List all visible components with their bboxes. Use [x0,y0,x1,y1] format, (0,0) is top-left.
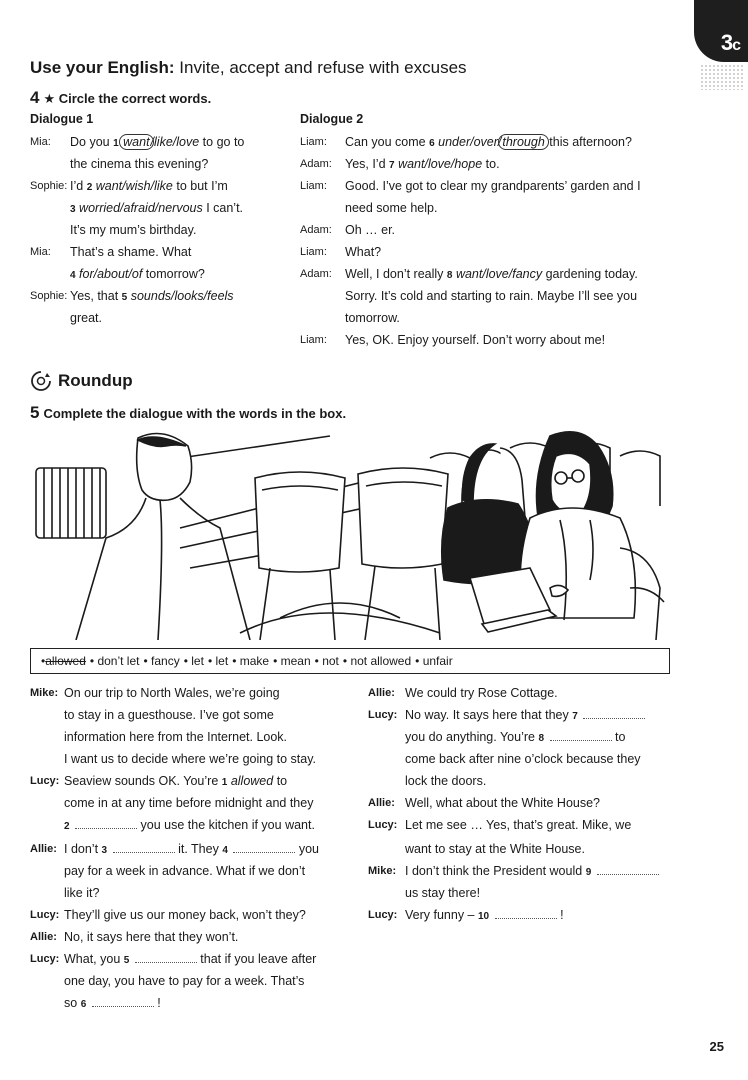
dialogue-line: 4 for/about/of tomorrow? [70,267,205,281]
classroom-illustration [30,428,670,640]
roundup-heading: Roundup [30,370,133,392]
word-allowed: allowed [45,654,86,668]
dialogue-line: Well, what about the White House? [405,796,601,810]
unit-label: 3c [720,30,740,55]
speaker-label: Liam: [300,334,327,346]
section-title: Use your English: Invite, accept and refuse with excuses [30,58,467,77]
speaker-label: Lucy: [368,909,398,921]
blank-3[interactable] [113,840,175,853]
circled-answer: through [498,134,548,150]
dialogue-line: information here from the Internet. Look. [64,730,288,744]
dialogue-line: need some help. [345,201,438,215]
dialogue-line: 3 worried/afraid/nervous I can’t. [70,201,244,215]
speaker-label: Mia: [30,136,51,148]
dialogue-line: I don’t 3 it. They 4 you [64,842,320,856]
blank-6[interactable] [92,994,154,1007]
speaker-label: Lucy: [368,709,398,721]
dialogue-line: Yes, OK. Enjoy yourself. Don’t worry about me! [345,333,606,347]
speaker-label: Lucy: [30,909,60,921]
exercise-4-heading: 4 ★ Circle the correct words. [30,88,212,107]
dialogue-line: It’s my mum’s birthday. [70,223,197,237]
blank-8[interactable] [550,728,612,741]
dialogue-line: Very funny – 10 ! [405,908,564,922]
dialogue-line: tomorrow. [345,311,400,325]
dialogue-line: one day, you have to pay for a week. That’s [64,974,305,988]
dialogue-line: No way. It says here that they 7 [405,704,645,728]
dialogue-line: so 6 ! [64,996,161,1010]
dialogue-line: They’ll give us our money back, won’t they? [64,908,306,922]
dialogue-line: like it? [64,886,100,900]
speaker-label: Lucy: [30,953,60,965]
dialogue-line: to stay in a guesthouse. I’ve got some [64,708,274,722]
dialogue-line: Seaview sounds OK. You’re 1 allowed to [64,774,288,788]
speaker-label: Mike: [368,865,397,877]
blank-2[interactable] [75,816,137,829]
speaker-label: Liam: [300,180,327,192]
speaker-label: Mike: [30,687,59,699]
speaker-label: Allie: [30,931,57,943]
speaker-label: Lucy: [30,775,60,787]
roundup-icon [30,370,52,392]
dialogue-line: Well, I don’t really 8 want/love/fancy gardening today. [345,267,638,281]
speaker-label: Allie: [30,843,57,855]
dialogue-line: Let me see … Yes, that’s great. Mike, we [405,818,632,832]
blank-7[interactable] [583,706,645,719]
speaker-label: Sophie: [30,180,68,192]
d1-line-1: Do you 1 want/like/love to go to [70,135,245,149]
blank-5[interactable] [135,950,197,963]
dialogue-line: I don’t think the President would 9 [405,860,659,884]
blank-10[interactable] [495,906,557,919]
dialogue-line: pay for a week in advance. What if we don’t [64,864,306,878]
dot-pattern [700,64,744,90]
dialogue-line: That’s a shame. What [70,245,192,259]
dialogue-line: lock the doors. [405,774,487,788]
blank-4[interactable] [233,840,295,853]
dialogue-line: Yes, that 5 sounds/looks/feels [70,289,234,303]
speaker-label: Lucy: [368,819,398,831]
exercise-5-heading: 5 Complete the dialogue with the words in the box. [30,403,347,422]
dialogue-1-title: Dialogue 1 [30,112,94,126]
dialogue-line: come back after nine o’clock because they [405,752,641,766]
dialogue-line: come in at any time before midnight and they [64,796,314,810]
word-box: • allowed • don’t let • fancy • let • let • make • mean • not • not allowed • unfair [30,648,670,674]
speaker-label: Adam: [300,158,332,170]
speaker-label: Liam: [300,246,327,258]
dialogue-line: Yes, I’d 7 want/love/hope to. [345,157,500,171]
dialogue-line: you do anything. You’re 8 to [405,730,626,744]
dialogue-line: want to stay at the White House. [405,842,585,856]
dialogue-line: us stay there! [405,886,481,900]
circled-answer: want [119,134,153,150]
star-icon: ★ [43,91,56,106]
speaker-label: Allie: [368,797,395,809]
speaker-label: Allie: [368,687,395,699]
speaker-label: Sophie: [30,290,68,302]
dialogue-line: I want us to decide where we’re going to stay. [64,752,316,766]
dialogue-line: What, you 5 that if you leave after [64,952,317,966]
speaker-label: Adam: [300,224,332,236]
blank-9[interactable] [597,862,659,875]
page-number: 25 [709,1039,724,1054]
dialogue-line: Sorry. It’s cold and starting to rain. Maybe I’ll see you [345,289,638,303]
dialogue-line: On our trip to North Wales, we’re going [64,686,280,700]
dialogue-line: Oh … er. [345,223,396,237]
dialogue-line: I’d 2 want/wish/like to but I’m [70,179,228,193]
dialogue-line: 2 you use the kitchen if you want. [64,818,315,832]
dialogue-line: We could try Rose Cottage. [405,686,558,700]
dialogue-line: Can you come 6 under/over/through this afternoon? [345,135,632,149]
dialogue-line: What? [345,245,382,259]
dialogue-line: No, it says here that they won’t. [64,930,239,944]
speaker-label: Adam: [300,268,332,280]
dialogue-line: great. [70,311,102,325]
dialogue-2-title: Dialogue 2 [300,112,364,126]
speaker-label: Mia: [30,246,51,258]
dialogue-line: the cinema this evening? [70,157,209,171]
speaker-label: Liam: [300,136,327,148]
dialogue-line: Good. I’ve got to clear my grandparents’ garden and I [345,179,641,193]
